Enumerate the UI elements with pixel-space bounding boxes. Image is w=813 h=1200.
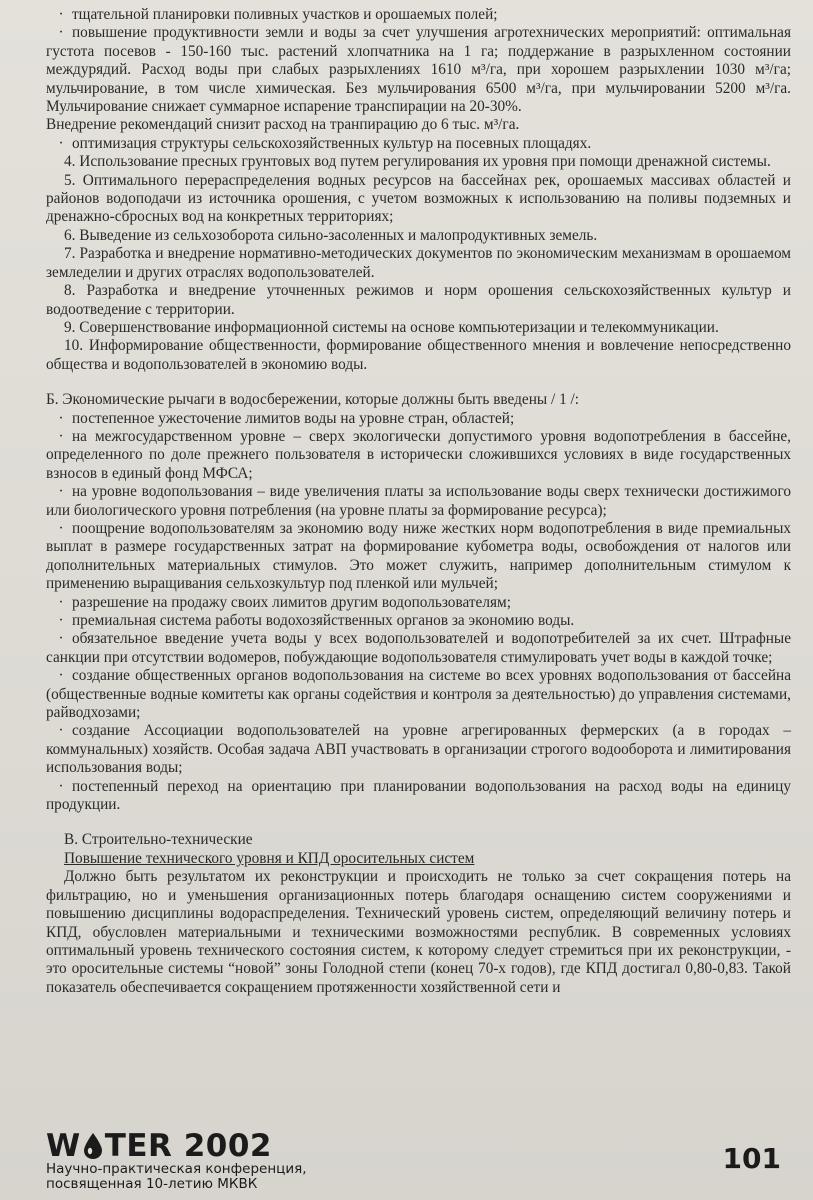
paragraph-text: постепенное ужесточение лимитов воды на уровне стран, областей; (72, 409, 515, 427)
page-number: 101 (722, 1142, 781, 1175)
numbered-item: 9. Совершенствование информационной системы на основе компьютеризации и телекоммуникации. (64, 318, 719, 336)
body-text (46, 6, 791, 997)
bullet-item (46, 722, 791, 777)
subheading: Повышение технического уровня и КПД оросительных систем (64, 849, 475, 867)
bullet-mark: · (58, 593, 64, 611)
paragraph-text: тщательной планировки поливных участков и орошаемых полей; (72, 6, 498, 23)
bullet-mark: · (58, 427, 64, 445)
numbered-item: 4. Использование пресных грунтовых вод путем регулирования их уровня при помощи дренажной системы. (64, 153, 771, 171)
bullet-mark: · (58, 409, 64, 427)
bullet-mark: · (58, 519, 64, 537)
bullet-item (46, 594, 791, 612)
bullet-mark: · (58, 483, 64, 501)
subheading-line (46, 850, 791, 868)
bullet-item (46, 778, 791, 815)
paragraph-text: оптимизация структуры сельскохозяйственных культур на посевных площадях. (72, 134, 592, 152)
bullet-item (46, 6, 791, 24)
bullet-mark: · (58, 24, 64, 42)
bullet-item (46, 612, 791, 630)
paragraph-text: повышение продуктивности земли и воды за счет улучшения агротехнических мероприятий: оптимальная густота посевов - 150-160 тыс. растений хлопчатника на 1 га; поддержание в разрыхленном состоянии междурядий. Расход воды при слабых разрыхлениях 1610 м³/га, при хорошем разрыхлении 1030 м³/га; мульчирование, в том числе химическая. Без мульчирования 6500 м³/га, при мульчировании 5200 м³/га. Мульчирование снижает суммарное испарение транспирации на 20-30%. (46, 24, 791, 116)
logo-letter-w: W (46, 1128, 81, 1164)
section-heading: Б. Экономические рычаги в водосбережении, которые должны быть введены / 1 /: (46, 391, 580, 409)
paragraph-text: постепенный переход на ориентацию при планировании водопользования на расход воды на единицу продукции. (46, 777, 791, 814)
paragraph: Должно быть результатом их реконструкции и происходить не только за счет сокращения потерь на фильтрацию, но и уменьшения организационных потерь благодаря оснащению систем сооружениями и повышению дисциплины водораспределения. Технический уровень систем, определяющий величину потерь и КПД, обусловлен материальными и техническими возможностями республик. В современных условиях оптимальный уровень технического состояния систем, к которому следует стремиться при их реконструкции, - это оросительные системы “новой” зоны Голодной степи (конец 70-х годов), где КПД достигал 0,80-0,83. Такой показатель обеспечивается сокращением протяженности хозяйственной сети и (46, 868, 791, 996)
bullet-mark: · (58, 612, 64, 629)
section-heading: В. Строительно-технические (64, 831, 253, 849)
conference-subtitle-1: Научно-практическая конференция, (46, 1161, 307, 1177)
bullet-item (46, 428, 791, 483)
numbered-item: 7. Разработка и внедрение нормативно-методических документов по экономическим механизмам в орошаемом земледелии и других отраслях водопользователей. (46, 245, 791, 281)
bullet-item (46, 410, 791, 428)
numbered-item: 8. Разработка и внедрение уточненных режимов и норм орошения сельскохозяйственных культур и водоотведение с территории. (46, 282, 791, 318)
bullet-mark: · (58, 630, 64, 648)
water-2002-logo (46, 1130, 791, 1162)
numbered-item: 10. Информирование общественности, формирование общественного мнения и вовлечение непосредственно общества и водопользователей в экономию воды. (46, 337, 791, 373)
paragraph-text: создание общественных органов водопользования на системе во всех уровнях водопользования от бассейна (общественные водные комитеты как органы содействия и контроля за деятельностью) до управления системами, райводхозами; (46, 667, 791, 722)
logo-text: TER 2002 (104, 1128, 272, 1164)
paragraph-text: создание Ассоциации водопользователей на уровне агрегированных фермерских (а в городах – коммунальных) хозяйств. Особая задача АВП участвовать в организации строгого водооборота и лимитирования использования воды; (46, 722, 791, 777)
bullet-item (46, 483, 791, 520)
bullet-mark: · (58, 6, 64, 23)
paragraph: Внедрение рекомендаций снизит расход на транпирацию до 6 тыс. м³/га. (46, 116, 520, 134)
bullet-item (46, 630, 791, 667)
bullet-item (46, 24, 791, 116)
bullet-item (46, 135, 791, 153)
page-footer (46, 1130, 791, 1190)
numbered-item: 5. Оптимального перераспределения водных ресурсов на бассейнах рек, орошаемых массивах областей и районов водоподачи из источника орошения, с учетом возможных к использованию на поливы подземных и дренажно-сбросных вод на конкретных территориях; (46, 171, 791, 226)
bullet-mark: · (58, 722, 64, 740)
paragraph-text: премиальная система работы водохозяйственных органов за экономию воды. (72, 612, 575, 629)
paragraph-text: на межгосударственном уровне – сверх экологически допустимого уровня водопотребления в бассейне, определенного по доле прежнего пользователя в исторически сложившихся условиях в виде государственных взносов в единый фонд МФСА; (46, 427, 791, 482)
paragraph-text: поощрение водопользователям за экономию воду ниже жестких норм водопотребления в виде премиальных выплат в размере государственных затрат на формирование кубометра воды, освобождения от налогов или дополнительных материальных стимулов. Это может служить, например дополнительным стимулом к применению выращивания сельхозкультур под пленкой или мульчей; (46, 519, 791, 593)
conference-subtitle-2: посвященная 10-летию МКВК (46, 1176, 258, 1192)
paragraph-text: обязательное введение учета воды у всех водопользователей и водопотребителей за их счет. Штрафные санкции при отсутствии водомеров, побуждающие водопользователя стимулировать учет воды в каждой точке; (46, 630, 791, 666)
bullet-mark: · (58, 667, 64, 685)
bullet-item (46, 667, 791, 722)
bullet-mark: · (58, 777, 64, 795)
numbered-item: 6. Выведение из сельхозоборота сильно-засоленных и малопродуктивных земель. (64, 226, 598, 244)
bullet-mark: · (58, 134, 64, 152)
paragraph-text: на уровне водопользования – виде увеличения платы за использование воды сверх технически достижимого или биологического уровня потребления (на уровне платы за формирование ресурса); (46, 483, 791, 519)
paragraph-text: разрешение на продажу своих лимитов другим водопользователям; (72, 593, 511, 611)
bullet-item (46, 520, 791, 594)
water-drop-icon (82, 1132, 104, 1160)
